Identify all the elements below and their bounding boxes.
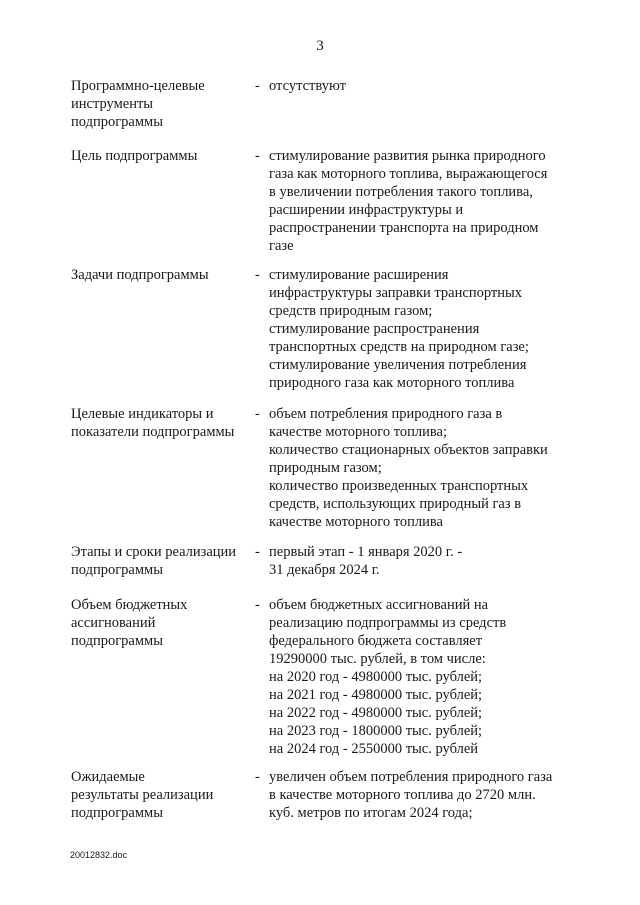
row-dash: - <box>255 267 260 283</box>
row-value: стимулирование развития рынка природного газа как моторного топлива, выражающегося в увеличении потребления такого топлива, расширении инфраструктуры и распространении транспорта на природном газе <box>269 148 548 254</box>
row-value: объем потребления природного газа в качестве моторного топлива; количество стационарных объектов заправки природным газом; количество произведенных транспортных средств, использующих природный газ в качестве моторного топлива <box>269 406 548 530</box>
file-name-footer: 20012832.doc <box>70 850 128 860</box>
row-value: отсутствуют <box>269 78 346 94</box>
row-label: Целевые индикаторы и показатели подпрограммы <box>71 406 235 440</box>
row-value: увеличен объем потребления природного газа в качестве моторного топлива до 2720 млн. куб. метров по итогам 2024 года; <box>269 769 553 821</box>
row-label: Объем бюджетных ассигнований подпрограммы <box>71 597 188 649</box>
row-value: стимулирование расширения инфраструктуры заправки транспортных средств природным газом; стимулирование распространения транспортных средств на природном газе; стимулирование увеличения потребления природного газа как моторного топлива <box>269 267 529 391</box>
row-dash: - <box>255 544 260 560</box>
row-label: Ожидаемые результаты реализации подпрограммы <box>71 769 214 821</box>
row-dash: - <box>255 148 260 164</box>
row-dash: - <box>255 769 260 785</box>
row-dash: - <box>255 78 260 94</box>
row-label: Этапы и сроки реализации подпрограммы <box>71 544 237 578</box>
row-value: объем бюджетных ассигнований на реализацию подпрограммы из средств федерального бюджета составляет 19290000 тыс. рублей, в том числе: на 2020 год - 4980000 тыс. рублей; на 2021 год - 4980000 тыс. рублей; на 2022 год - 4980000 тыс. рублей; на 2023 год - 1800000 тыс. рублей; на 2024 год - 2550000 тыс. рублей <box>269 597 507 757</box>
row-label: Программно-целевые инструменты подпрограммы <box>71 78 205 130</box>
row-dash: - <box>255 597 260 613</box>
row-label: Задачи подпрограммы <box>71 267 209 283</box>
row-dash: - <box>255 406 260 422</box>
page-number: 3 <box>316 38 324 54</box>
row-label: Цель подпрограммы <box>71 148 198 164</box>
row-value: первый этап - 1 января 2020 г. - 31 декабря 2024 г. <box>269 544 463 578</box>
